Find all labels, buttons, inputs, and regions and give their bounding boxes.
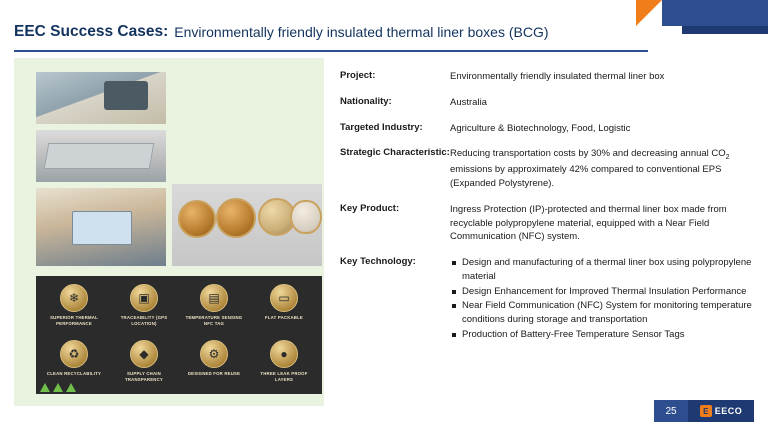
key-technology-list — [450, 256, 754, 342]
feature-label: SUPPLY CHAIN TRANSPARENCY — [125, 371, 163, 382]
feature-label: TEMPERATURE SENSING NFC TAG — [185, 315, 243, 326]
detail-value — [450, 256, 754, 343]
nfc-disc-icon — [178, 200, 216, 238]
recycle-icon — [53, 383, 63, 392]
detail-row-targeted-industry — [340, 122, 754, 136]
superior-performance-icon: ❄ — [60, 284, 88, 312]
designed-for-reuse-icon: ⚙ — [200, 340, 228, 368]
detail-label: Strategic Characteristic: — [340, 147, 450, 159]
list-item: Design Enhancement for Improved Thermal Insulation Performance — [462, 285, 754, 299]
corner-decoration-blue — [662, 0, 768, 26]
feature-item — [250, 336, 318, 390]
feature-item — [250, 280, 318, 334]
slide-header — [14, 16, 648, 52]
feature-label: FLAT PACKABLE — [264, 315, 303, 320]
list-item: Design and manufacturing of a thermal liner box using polypropylene material — [462, 256, 754, 284]
traceability-icon: ▣ — [130, 284, 158, 312]
detail-row-strategic-characteristic — [340, 147, 754, 191]
detail-value: Environmentally friendly insulated thermal liner box — [450, 71, 665, 82]
feature-label: CLEAN RECYCLABILITY — [46, 371, 102, 376]
detail-row-project — [340, 70, 754, 84]
detail-value: Agriculture & Biotechnology, Food, Logistic — [450, 122, 631, 134]
thermal-liner-box-photo-2 — [36, 130, 166, 182]
temperature-sensing-icon: ▤ — [200, 284, 228, 312]
page-title: EEC Success Cases: — [14, 23, 169, 40]
recycle-icon — [66, 383, 76, 392]
corner-decoration-blue-secondary — [682, 26, 768, 34]
feature-label: THREE LEAK PROOF LAYERS — [260, 371, 308, 382]
detail-label: Nationality: — [340, 95, 392, 107]
supply-chain-transparency-icon: ◆ — [130, 340, 158, 368]
logo-text: EECO — [714, 406, 743, 416]
list-item: Production of Battery-Free Temperature Sensor Tags — [462, 328, 754, 342]
nfc-tag-discs-photo — [172, 184, 322, 266]
recycle-symbols — [40, 383, 76, 392]
strategic-text-part1: Reducing transportation costs by 30% and decreasing annual CO — [450, 148, 726, 160]
feature-item — [110, 280, 178, 334]
detail-label: Project: — [340, 70, 376, 81]
page-number: 25 — [654, 400, 688, 422]
company-logo — [688, 400, 754, 422]
page-subtitle: Environmentally friendly insulated thermal liner boxes (BCG) — [174, 24, 549, 40]
detail-label: Key Technology: — [340, 256, 416, 268]
thermal-liner-box-photo-1 — [36, 72, 166, 124]
feature-item — [180, 336, 248, 390]
feature-item — [40, 280, 108, 334]
feature-label: TRACEABILITY (GPS LOCATION) — [120, 315, 168, 326]
detail-value: Australia — [450, 96, 487, 108]
logo-mark-icon: E — [700, 405, 712, 417]
feature-item — [110, 336, 178, 390]
thermal-liner-box-photo-3 — [36, 188, 166, 266]
detail-row-nationality — [340, 96, 754, 110]
feature-item — [180, 280, 248, 334]
list-item: Near Field Communication (NFC) System for monitoring temperature conditions during storage and transportation — [462, 299, 754, 327]
clean-recyclability-icon: ♻ — [60, 340, 88, 368]
image-gallery-panel — [14, 58, 324, 406]
nfc-disc-icon — [290, 200, 322, 234]
detail-label: Targeted Industry: — [340, 121, 423, 133]
details-panel — [340, 70, 754, 355]
detail-value — [450, 147, 754, 191]
strategic-text-part2: emissions by approximately 42% compared to conventional EPS (Expanded Polystyrene). — [450, 164, 722, 190]
flat-packable-icon: ▭ — [270, 284, 298, 312]
detail-value: Ingress Protection (IP)-protected and thermal liner box made from recyclable polypropylene material, equipped with a Near Field Communication (NFC) system. — [450, 203, 727, 243]
co2-subscript: 2 — [725, 154, 730, 162]
recycle-icon — [40, 383, 50, 392]
feature-label: DESIGNED FOR REUSE — [187, 371, 241, 376]
feature-label: SUPERIOR THERMAL PERFORMANCE — [50, 315, 98, 326]
three-leak-proof-layers-icon: ● — [270, 340, 298, 368]
feature-item — [40, 336, 108, 390]
detail-label: Key Product: — [340, 202, 400, 214]
detail-row-key-technology — [340, 256, 754, 343]
detail-row-key-product — [340, 203, 754, 244]
nfc-disc-icon — [216, 198, 256, 238]
slide-footer — [654, 400, 754, 422]
feature-icon-grid — [36, 276, 322, 394]
